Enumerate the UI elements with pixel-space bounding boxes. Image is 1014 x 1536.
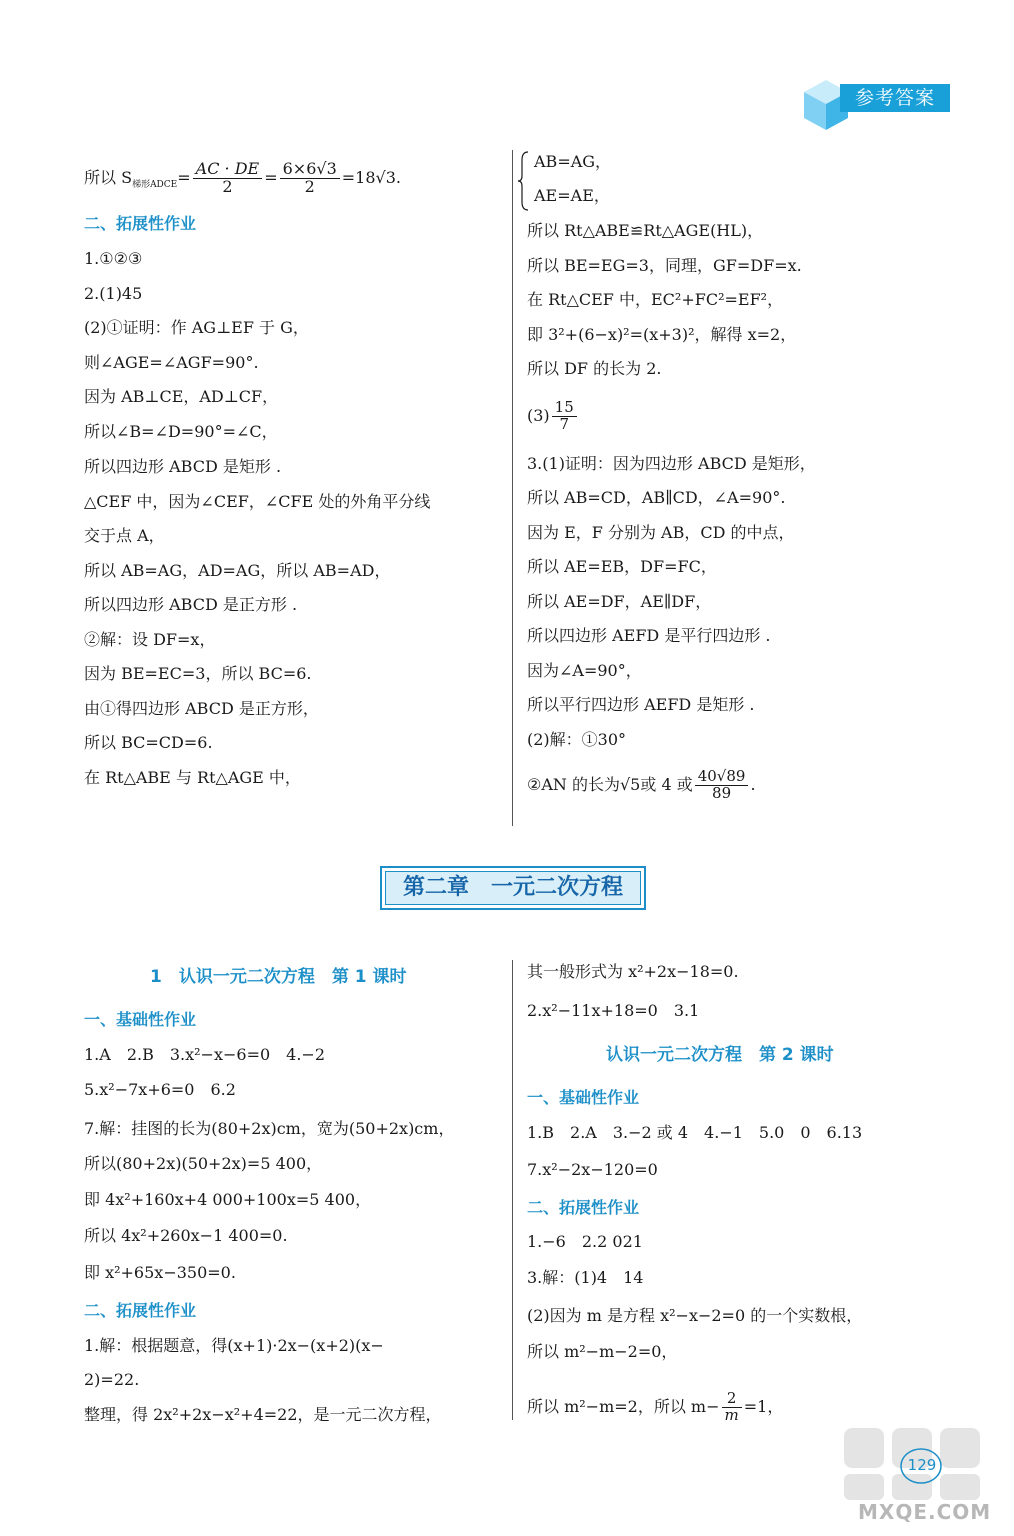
answer-line: 因为 BE=EC=3，所以 BC=6.: [84, 664, 312, 683]
answer-line: 所以 BE=EG=3，同理，GF=DF=x.: [527, 256, 802, 275]
answer-line: 其一般形式为 x²+2x−18=0.: [527, 962, 739, 981]
brace-line: AB=AG，: [534, 152, 612, 171]
answer-line: 因为 AB⊥CE，AD⊥CF，: [84, 387, 279, 406]
area-formula: [84, 158, 401, 198]
section-heading: 二、拓展性作业: [84, 214, 197, 233]
answer-line: 所以 AE=DF，AE∥DF，: [527, 592, 712, 611]
answer-line: 所以四边形 ABCD 是正方形 .: [84, 595, 298, 614]
q3-den: 7: [559, 415, 569, 433]
answer-line: 所以平行四边形 AEFD 是矩形 .: [527, 695, 755, 714]
q3-num: 15: [552, 400, 577, 417]
page-number: 129: [907, 1456, 937, 1474]
lesson-title: 1 认识一元二次方程 第 1 课时: [150, 967, 407, 987]
fraction-1: [193, 161, 263, 196]
answer-line: (2)因为 m 是方程 x²−x−2=0 的一个实数根，: [527, 1306, 863, 1325]
q3-prefix: (3): [527, 406, 550, 425]
section-heading: 二、拓展性作业: [527, 1198, 640, 1217]
answer-line: 所以 AB=AG，AD=AG，所以 AB=AD，: [84, 561, 391, 580]
formula-prefix: 所以 S: [84, 168, 133, 187]
answer-line: 1.−6 2.2 021: [527, 1232, 643, 1251]
answer-line: 1.B 2.A 3.−2 或 4 4.−1 5.0 0 6.13: [527, 1123, 863, 1142]
m-den: m: [724, 1406, 739, 1424]
answer-line: 所以 DF 的长为 2.: [527, 359, 662, 378]
answer-line: 因为 E，F 分别为 AB，CD 的中点，: [527, 523, 795, 542]
answer-line: 3.解：(1)4 14: [527, 1268, 644, 1287]
answer-line: 交于点 A，: [84, 526, 165, 545]
formula-sub: 梯形ADCE: [132, 180, 178, 191]
answer-line: 所以 BC=CD=6.: [84, 733, 213, 752]
m-equation: [527, 1384, 783, 1430]
answer-line: 2.(1)45: [84, 284, 143, 303]
answer-line: 在 Rt△ABE 与 Rt△AGE 中，: [84, 768, 301, 787]
an-prefix: ②AN 的长为√5或 4 或: [527, 775, 693, 794]
answer-line: 所以四边形 AEFD 是平行四边形 .: [527, 626, 771, 645]
answer-line: 所以 m²−m−2=0，: [527, 1342, 678, 1361]
section-heading: 一、基础性作业: [84, 1010, 197, 1029]
answer-line: 由①得四边形 ABCD 是正方形，: [84, 699, 319, 718]
answer-line: 整理，得 2x²+2x−x²+4=22，是一元二次方程，: [84, 1405, 442, 1424]
answer-line: 2)=22.: [84, 1370, 140, 1389]
answer-line: 2.x²−11x+18=0 3.1: [527, 1001, 700, 1020]
answer-key-badge: [800, 74, 950, 136]
answer-line: △CEF 中，因为∠CEF，∠CFE 处的外角平分线: [84, 492, 431, 511]
answer-line: 1.解：根据题意，得(x+1)·2x−(x+2)(x−: [84, 1336, 384, 1355]
answer-line: 则∠AGE=∠AGF=90°.: [84, 353, 259, 372]
answer-line: 所以 AE=EB，DF=FC，: [527, 557, 717, 576]
an-length-answer: [527, 762, 756, 808]
section-heading: 一、基础性作业: [527, 1088, 640, 1107]
m-tail: =1，: [743, 1397, 784, 1416]
answer-line: 1.A 2.B 3.x²−x−6=0 4.−2: [84, 1045, 326, 1064]
fraction-2: [280, 161, 340, 196]
answer-line: 所以四边形 ABCD 是矩形 .: [84, 457, 282, 476]
fraction-1-den: 2: [222, 177, 233, 196]
q3-answer: [527, 394, 579, 438]
lesson-title: 认识一元二次方程 第 2 课时: [606, 1045, 834, 1065]
formula-eq2: =: [264, 168, 278, 187]
fraction-1-num: AC · DE: [193, 161, 263, 179]
q3-fraction: [552, 400, 577, 433]
formula-tail: =18√3.: [341, 168, 401, 187]
an-fraction: [695, 769, 749, 802]
answer-line: 所以 4x²+260x−1 400=0.: [84, 1226, 288, 1245]
fraction-2-num: 6×6√3: [280, 161, 340, 179]
watermark-text: MXQE.COM: [858, 1500, 992, 1524]
m-prefix: 所以 m²−m=2，所以 m−: [527, 1397, 720, 1416]
answer-line: 因为∠A=90°，: [527, 661, 642, 680]
answer-line: 所以(80+2x)(50+2x)=5 400，: [84, 1154, 323, 1173]
fraction-2-den: 2: [304, 177, 315, 196]
answer-line: (2)解：①30°: [527, 730, 627, 749]
answer-line: 在 Rt△CEF 中，EC²+FC²=EF²，: [527, 290, 784, 309]
chapter-heading: [380, 866, 646, 910]
answer-key-label: 参考答案: [840, 84, 950, 112]
an-num: 40√89: [695, 769, 749, 786]
answer-line: 所以∠B=∠D=90°=∠C，: [84, 422, 278, 441]
formula-eq: =: [177, 168, 191, 187]
m-fraction: [722, 1391, 742, 1424]
m-num: 2: [722, 1391, 742, 1408]
brace-icon: [516, 150, 530, 212]
answer-line: ②解：设 DF=x，: [84, 630, 216, 649]
an-den: 89: [712, 784, 732, 802]
answer-line: 所以 Rt△ABE≌Rt△AGE(HL)，: [527, 221, 764, 240]
brace-line: AE=AE，: [534, 186, 610, 205]
answer-line: 5.x²−7x+6=0 6.2: [84, 1080, 236, 1099]
answer-line: 7.解：挂图的长为(80+2x)cm，宽为(50+2x)cm，: [84, 1119, 455, 1138]
answer-line: 即 4x²+160x+4 000+100x=5 400，: [84, 1190, 372, 1209]
answer-line: 所以 AB=CD，AB∥CD，∠A=90°.: [527, 488, 786, 507]
column-divider-bottom: [512, 960, 513, 1420]
answer-line: 即 3²+(6−x)²=(x+3)²，解得 x=2，: [527, 325, 797, 344]
section-heading: 二、拓展性作业: [84, 1301, 197, 1320]
answer-line: (2)①证明：作 AG⊥EF 于 G，: [84, 318, 309, 337]
answer-line: 3.(1)证明：因为四边形 ABCD 是矩形，: [527, 454, 816, 473]
answer-line: 即 x²+65x−350=0.: [84, 1263, 236, 1282]
chapter-title: 第二章 一元二次方程: [385, 871, 641, 905]
column-divider-top: [512, 150, 513, 826]
answer-line: 1.①②③: [84, 249, 143, 268]
answer-line: 7.x²−2x−120=0: [527, 1160, 658, 1179]
an-tail: .: [750, 775, 756, 794]
